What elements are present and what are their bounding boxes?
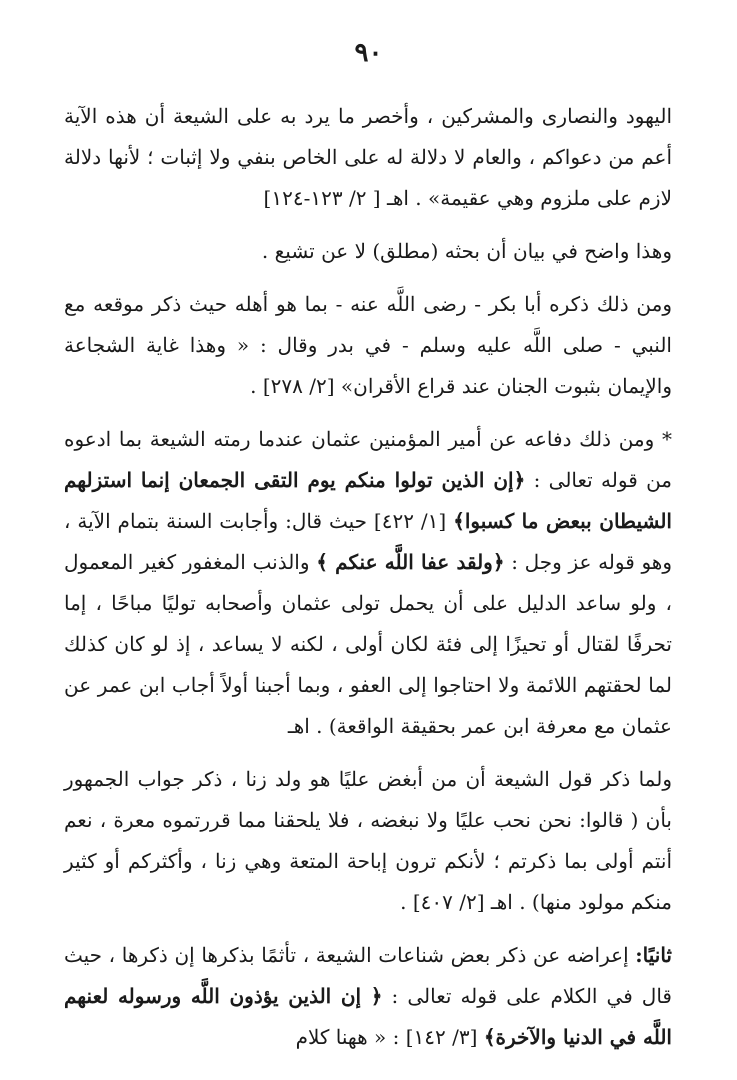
paragraph <box>64 419 672 747</box>
quoted-verse: ﴿ إن الذين يؤذون اللَّه ورسوله لعنهم اللَّه في الدنيا والآخرة﴾ <box>64 984 672 1049</box>
paragraph <box>64 759 672 923</box>
body-text <box>64 96 672 1058</box>
paragraph <box>64 96 672 219</box>
paragraph-text: إعراضه عن ذكر بعض شناعات الشيعة ، تأثمًا بذكرها إن ذكرها ، حيث قال في الكلام على قوله تعالى : <box>64 943 672 1008</box>
paragraph-text: وهذا واضح في بيان أن بحثه (مطلق) لا عن تشيع . <box>261 239 672 263</box>
page-number: ٩٠ <box>354 38 383 68</box>
paragraph-text: اليهود والنصارى والمشركين ، وأخصر ما يرد به على الشيعة أن هذه الآية أعم من دعواكم ، والعام لا دلالة له على الخاص بنفي ولا إثبات ؛ لأنها دلالة لازم على ملزوم وهي عقيمة» . اهـ [ ٢/ ١٢٣-١٢٤] <box>64 104 672 210</box>
paragraph-text: ولما ذكر قول الشيعة أن من أبغض عليًا هو ولد زنا ، ذكر جواب الجمهور بأن ( قالوا: نحن نحب عليًا ولا نبغضه ، فلا يلحقنا مما قررتموه معرة ، نعم أنتم أولى بما ذكرتم ؛ لأنكم ترون إباحة المتعة وهي زنا ، وأكثركم أو كثير منكم مولود منها) . اهـ [٢/ ٤٠٧] . <box>64 767 672 914</box>
paragraph-text: * ومن ذلك دفاعه عن أمير المؤمنين عثمان عندما رمته الشيعة بما ادعوه من قوله تعالى : <box>64 427 673 492</box>
paragraph <box>64 935 672 1058</box>
paragraph-text: [٣/ ١٤٢] : « ههنا كلام <box>295 1025 484 1049</box>
paragraph-text: [١/ ٤٢٢] حيث قال: وأجابت السنة بتمام الآية ، وهو قوله عز وجل : <box>64 509 672 574</box>
paragraph-text: ومن ذلك ذكره أبا بكر - رضى اللَّه عنه - بما هو أهله حيث ذكر موقعه مع النبي - صلى اللَّه عليه وسلم - في بدر وقال : « وهذا غاية الشجاعة والإيمان بثبوت الجنان عند قراع الأقران» [٢/ ٢٧٨] . <box>64 292 672 398</box>
quoted-verse: ﴿ولقد عفا اللَّه عنكم ﴾ <box>316 550 505 574</box>
paragraph <box>64 231 672 272</box>
quoted-verse: ﴿إن الذين تولوا منكم يوم التقى الجمعان إنما استزلهم الشيطان ببعض ما كسبوا﴾ <box>64 468 672 533</box>
paragraph <box>64 284 672 407</box>
paragraph-text: والذنب المغفور كغير المعمول ، ولو ساعد الدليل على أن يحمل تولى عثمان وأصحابه توليًا مباحًا ، إما تحرفًا لقتال أو تحيزًا إلى فئة لكان أولى ، لكنه لا يساعد ، إذ لو كان كذلك لما لحقتهم اللائمة ولا احتاجوا إلى العفو ، وبما أجبنا أولاً أجاب ابن عمر عن عثمان مع معرفة ابن عمر بحقيقة الواقعة) . اهـ <box>64 550 672 738</box>
quoted-verse: ثانيًا: <box>635 943 672 967</box>
